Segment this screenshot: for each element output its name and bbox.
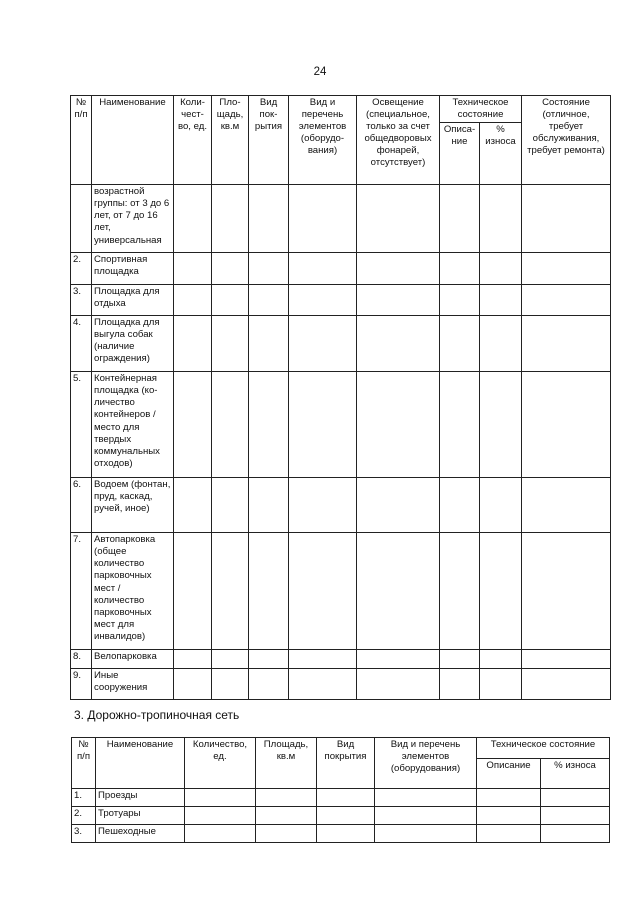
header-area: Площадь, кв.м <box>256 738 317 789</box>
row-num: 5. <box>71 372 92 478</box>
row-num: 2. <box>71 253 92 285</box>
header-num: № п/п <box>72 738 96 789</box>
header-tech-wear: % износа <box>541 759 610 789</box>
header-qty: Количество, ед. <box>185 738 256 789</box>
facilities-table <box>70 95 611 700</box>
row-name: Велопарковка <box>92 650 174 669</box>
table-row <box>72 807 610 825</box>
header-tech-desc: Описание <box>477 759 541 789</box>
row-name: Площадка для отдыха <box>92 285 174 316</box>
section-3-title: 3. Дорожно-тропиночная сеть <box>74 708 240 722</box>
row-name: возрастной группы: от 3 до 6 лет, от 7 до 16 лет, универсальная <box>92 185 174 253</box>
row-num <box>71 185 92 253</box>
table-row <box>71 650 611 669</box>
header-tech-desc: Описа-ние <box>440 123 480 185</box>
table-row <box>71 285 611 316</box>
row-name: Проезды <box>96 789 185 807</box>
row-num: 2. <box>72 807 96 825</box>
header-state: Состояние (отличное, требует обслуживания, требует ремонта) <box>522 96 611 185</box>
row-num: 9. <box>71 669 92 700</box>
table-row <box>71 372 611 478</box>
header-qty: Коли-чест-во, ед. <box>174 96 212 185</box>
row-num: 7. <box>71 533 92 650</box>
row-name: Пешеходные <box>96 825 185 843</box>
row-num: 3. <box>72 825 96 843</box>
table-row <box>71 669 611 700</box>
header-area: Пло-щадь, кв.м <box>212 96 249 185</box>
road-network-table <box>71 737 610 843</box>
row-name: Автопарковка (общее количество парковочных мест / количество парковочных мест для инвалидов) <box>92 533 174 650</box>
row-num: 1. <box>72 789 96 807</box>
header-elements: Вид и перечень элементов (оборудования) <box>375 738 477 789</box>
row-name: Тротуары <box>96 807 185 825</box>
table-row <box>72 789 610 807</box>
table-row <box>71 316 611 372</box>
table-row <box>71 253 611 285</box>
header-cover: Вид пок-рытия <box>249 96 289 185</box>
row-name: Контейнерная площадка (ко-личество контейнеров / место для твердых коммунальных отходов) <box>92 372 174 478</box>
table-row <box>71 185 611 253</box>
table-row <box>72 825 610 843</box>
header-lighting: Освещение (специальное, только за счет общедворовых фонарей, отсутствует) <box>357 96 440 185</box>
row-num: 4. <box>71 316 92 372</box>
header-name: Наименование <box>92 96 174 185</box>
header-name: Наименование <box>96 738 185 789</box>
row-num: 8. <box>71 650 92 669</box>
row-name: Спортивная площадка <box>92 253 174 285</box>
table-row <box>71 478 611 533</box>
header-num: № п/п <box>71 96 92 185</box>
header-cover: Вид покрытия <box>317 738 375 789</box>
row-name: Иные сооружения <box>92 669 174 700</box>
header-elements: Вид и перечень элементов (оборудо-вания) <box>289 96 357 185</box>
header-tech-state: Техническое состояние <box>477 738 610 759</box>
header-tech-state: Техническое состояние <box>440 96 522 123</box>
page-number: 24 <box>313 66 327 78</box>
table-row <box>71 533 611 650</box>
row-name: Водоем (фонтан, пруд, каскад, ручей, иное) <box>92 478 174 533</box>
row-num: 3. <box>71 285 92 316</box>
header-tech-wear: % износа <box>480 123 522 185</box>
row-num: 6. <box>71 478 92 533</box>
row-name: Площадка для выгула собак (наличие ограждения) <box>92 316 174 372</box>
